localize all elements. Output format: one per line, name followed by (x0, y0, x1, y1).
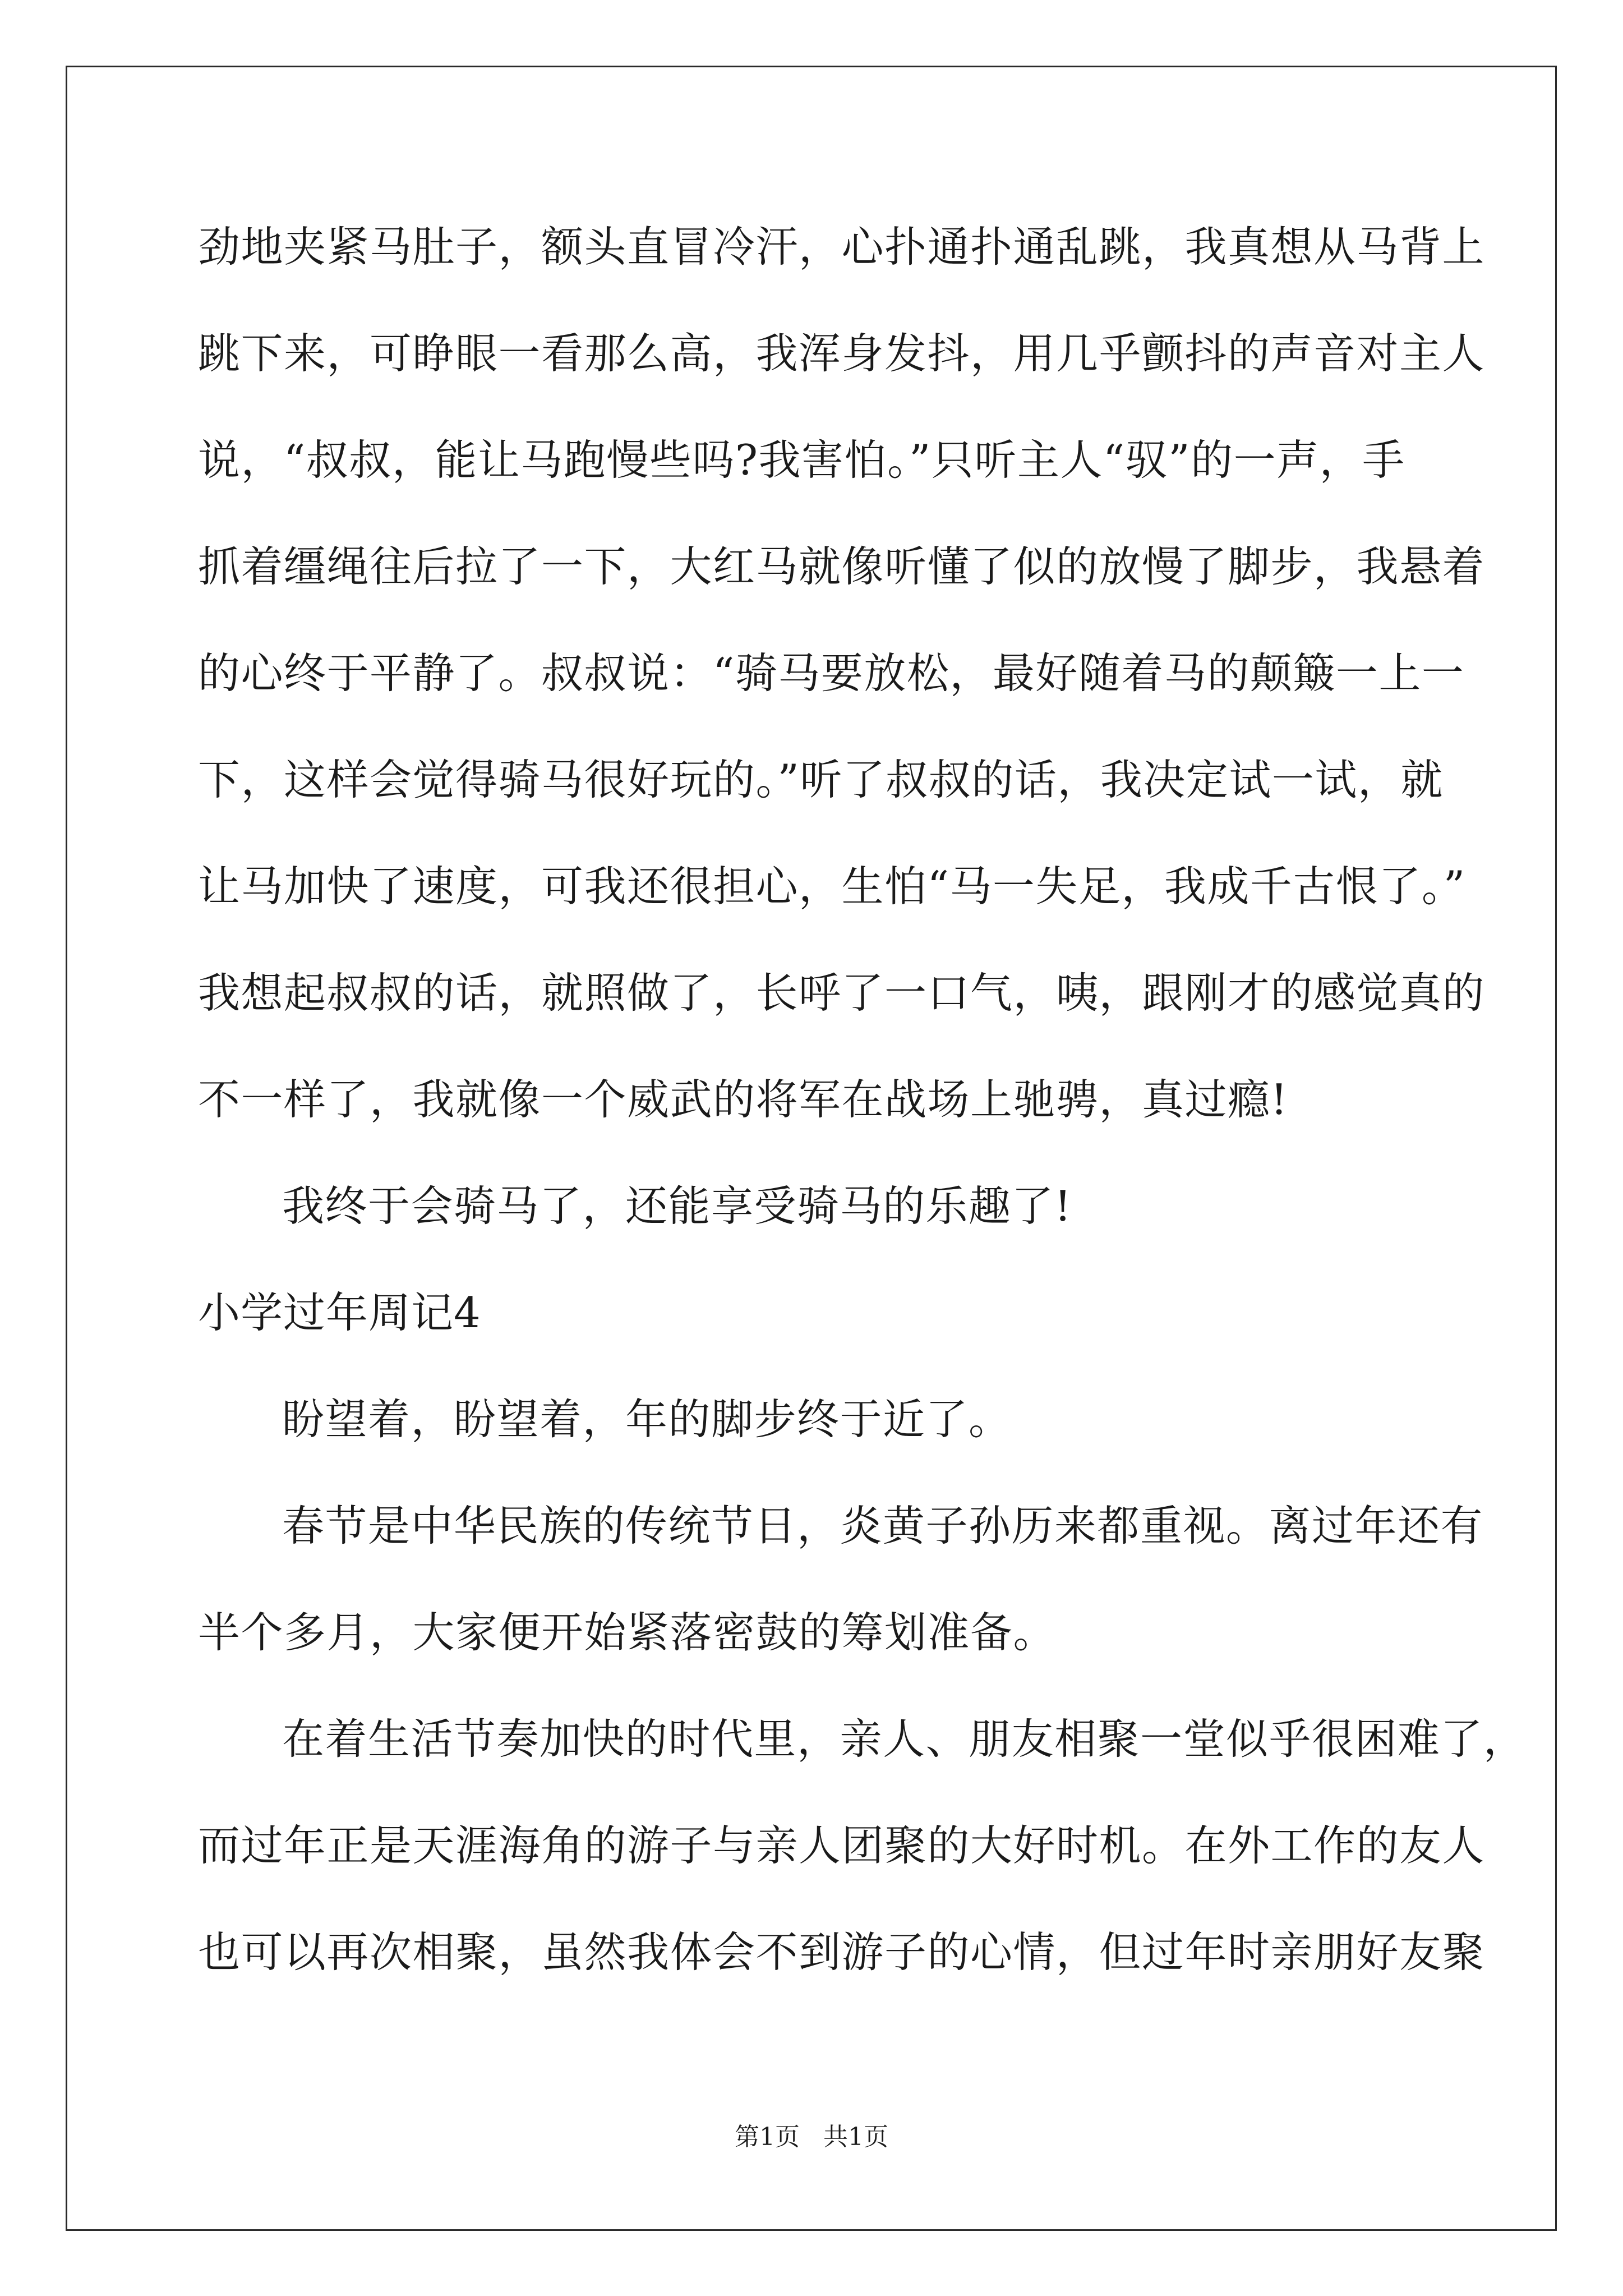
paragraph-line: 春节是中华民族的传统节日，炎黄子孙历来都重视。离过年还有 (282, 1501, 1484, 1550)
text-line: 的心终于平静了。叔叔说：“骑马要放松，最好随着马的颠簸一上一 (198, 648, 1465, 698)
paragraph-line: 盼望着，盼望着，年的脚步终于近了。 (282, 1395, 1012, 1444)
text-line: 而过年正是天涯海角的游子与亲人团聚的大好时机。在外工作的友人 (198, 1821, 1486, 1870)
text-line: 劲地夹紧马肚子，额头直冒冷汗，心扑通扑通乱跳，我真想从马背上 (198, 222, 1486, 272)
text-line: 我想起叔叔的话，就照做了，长呼了一口气，咦，跟刚才的感觉真的 (198, 968, 1486, 1018)
section-heading: 小学过年周记4 (198, 1288, 481, 1337)
paragraph-line: 在着生活节奏加快的时代里，亲人、朋友相聚一堂似乎很困难了， (282, 1714, 1527, 1764)
page-number: 第1页 共1页 (735, 2123, 888, 2151)
text-line: 也可以再次相聚，虽然我体会不到游子的心情，但过年时亲朋好友聚 (198, 1927, 1486, 1977)
text-line: 让马加快了速度，可我还很担心，生怕“马一失足，我成千古恨了。” (198, 862, 1466, 911)
paragraph-line: 我终于会骑马了，还能享受骑马的乐趣了! (282, 1181, 1072, 1231)
text-line: 说，“叔叔，能让马跑慢些吗?我害怕。”只听主人“驭”的一声，手 (198, 435, 1405, 485)
text-line: 抓着缰绳往后拉了一下，大红马就像听懂了似的放慢了脚步，我悬着 (198, 542, 1486, 591)
text-line: 不一样了，我就像一个威武的将军在战场上驰骋，真过瘾! (198, 1075, 1289, 1124)
text-line: 半个多月，大家便开始紧落密鼓的筹划准备。 (198, 1608, 1057, 1657)
text-line: 下，这样会觉得骑马很好玩的。”听了叔叔的话，我决定试一试，就 (198, 755, 1444, 804)
document-body (198, 216, 1527, 2028)
text-line: 跳下来，可睁眼一看那么高，我浑身发抖，用几乎颤抖的声音对主人 (198, 329, 1486, 378)
